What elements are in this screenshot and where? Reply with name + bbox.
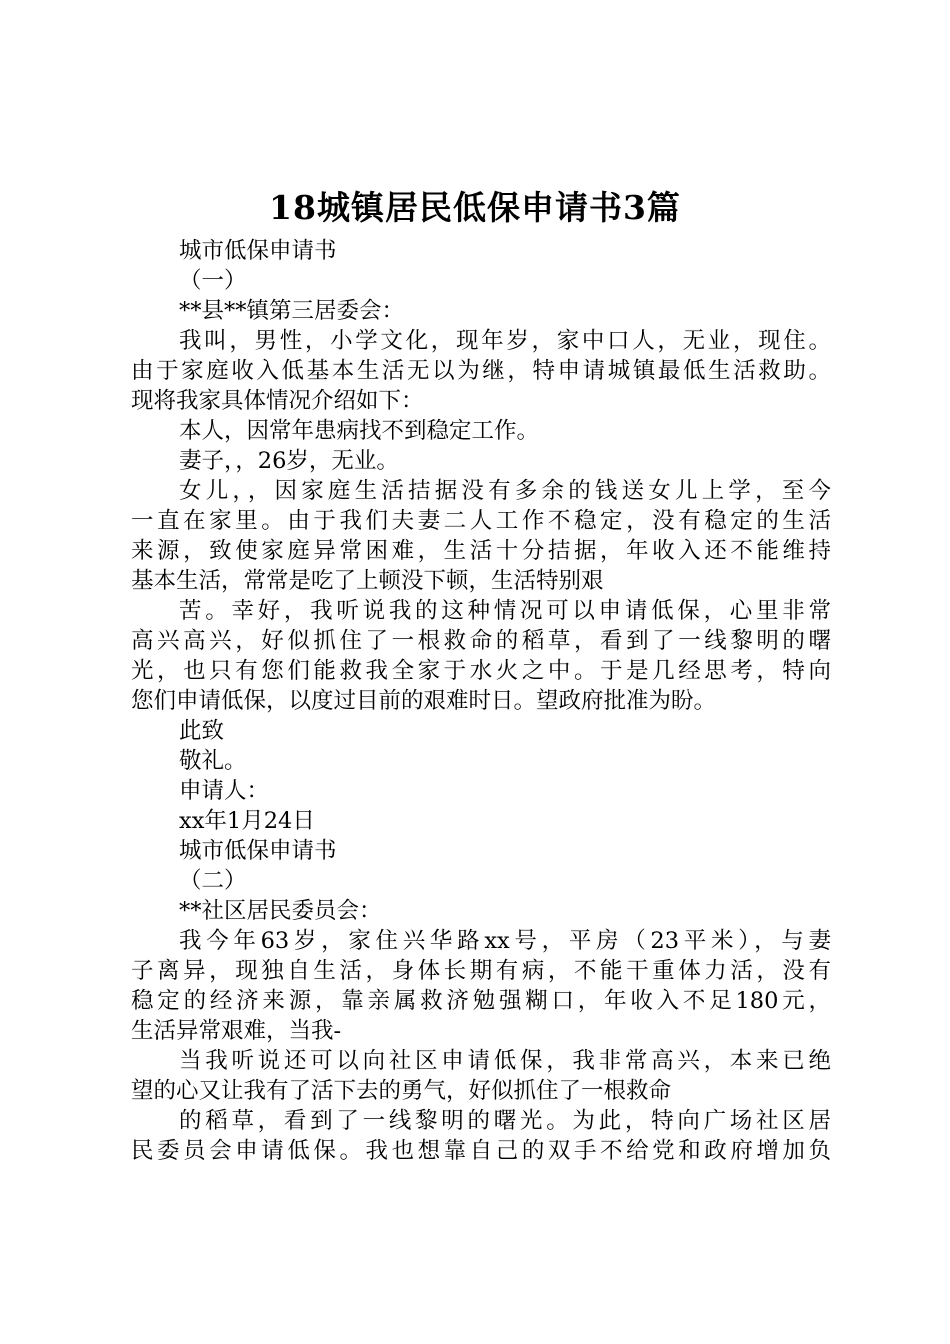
text-line: 由于家庭收入低基本生活无以为继，特申请城镇最低生活救助。 — [131, 358, 831, 384]
document-title: 18城镇居民低保申请书3篇 — [269, 188, 681, 227]
text-line: （二） — [179, 868, 247, 894]
text-line: 来源，致使家庭异常困难，生活十分拮据，年收入还不能维持 — [131, 538, 831, 564]
text-line: 苦。幸好，我听说我的这种情况可以申请低保，心里非常 — [179, 598, 831, 624]
text-line: 本人，因常年患病找不到稳定工作。 — [179, 418, 540, 444]
text-line: 民委员会申请低保。我也想靠自己的双手不给党和政府增加负 — [131, 1138, 831, 1164]
text-line: 此致 — [179, 718, 225, 744]
text-line: 稳定的经济来源，靠亲属救济勉强糊口，年收入不足180元， — [131, 988, 831, 1014]
text-line: 一直在家里。由于我们夫妻二人工作不稳定，没有稳定的生活 — [131, 508, 831, 534]
text-line: 您们申请低保，以度过目前的艰难时日。望政府批准为盼。 — [131, 688, 717, 714]
text-line: 城市低保申请书 — [179, 838, 337, 864]
document-body — [131, 236, 831, 1166]
text-line: 子离异，现独自生活，身体长期有病，不能干重体力活，没有 — [131, 958, 831, 984]
text-line: 城市低保申请书 — [179, 238, 337, 264]
text-line: 妻子，，26岁，无业。 — [179, 448, 399, 474]
text-line: 现将我家具体情况介绍如下： — [131, 388, 424, 414]
text-line: **县**镇第三居委会： — [179, 298, 405, 324]
text-line: **社区居民委员会： — [179, 898, 382, 924]
text-line: 望的心又让我有了活下去的勇气，好似抓住了一根救命 — [131, 1078, 672, 1104]
text-line: 高兴高兴，好似抓住了一根救命的稻草，看到了一线黎明的曙 — [131, 628, 831, 654]
text-line: 我今年63岁，家住兴华路xx号，平房（23平米），与妻 — [179, 928, 831, 954]
text-line: 当我听说还可以向社区申请低保，我非常高兴，本来已绝 — [179, 1048, 831, 1074]
text-line: 敬礼。 — [179, 748, 247, 774]
text-line: 生活异常艰难，当我- — [131, 1018, 342, 1044]
text-line: 的稻草，看到了一线黎明的曙光。为此，特向广场社区居 — [179, 1108, 831, 1134]
text-line: 基本生活，常常是吃了上顿没下顿，生活特别艰 — [131, 568, 604, 594]
text-line: 光，也只有您们能救我全家于水火之中。于是几经思考，特向 — [131, 658, 831, 684]
text-line: 申请人： — [179, 778, 270, 804]
text-line: 女儿，，因家庭生活拮据没有多余的钱送女儿上学，至今 — [179, 478, 831, 504]
text-line: xx年1月24日 — [179, 808, 315, 834]
text-line: 我叫，男性，小学文化，现年岁，家中口人，无业，现住。 — [179, 328, 831, 354]
text-line: （一） — [179, 268, 247, 294]
